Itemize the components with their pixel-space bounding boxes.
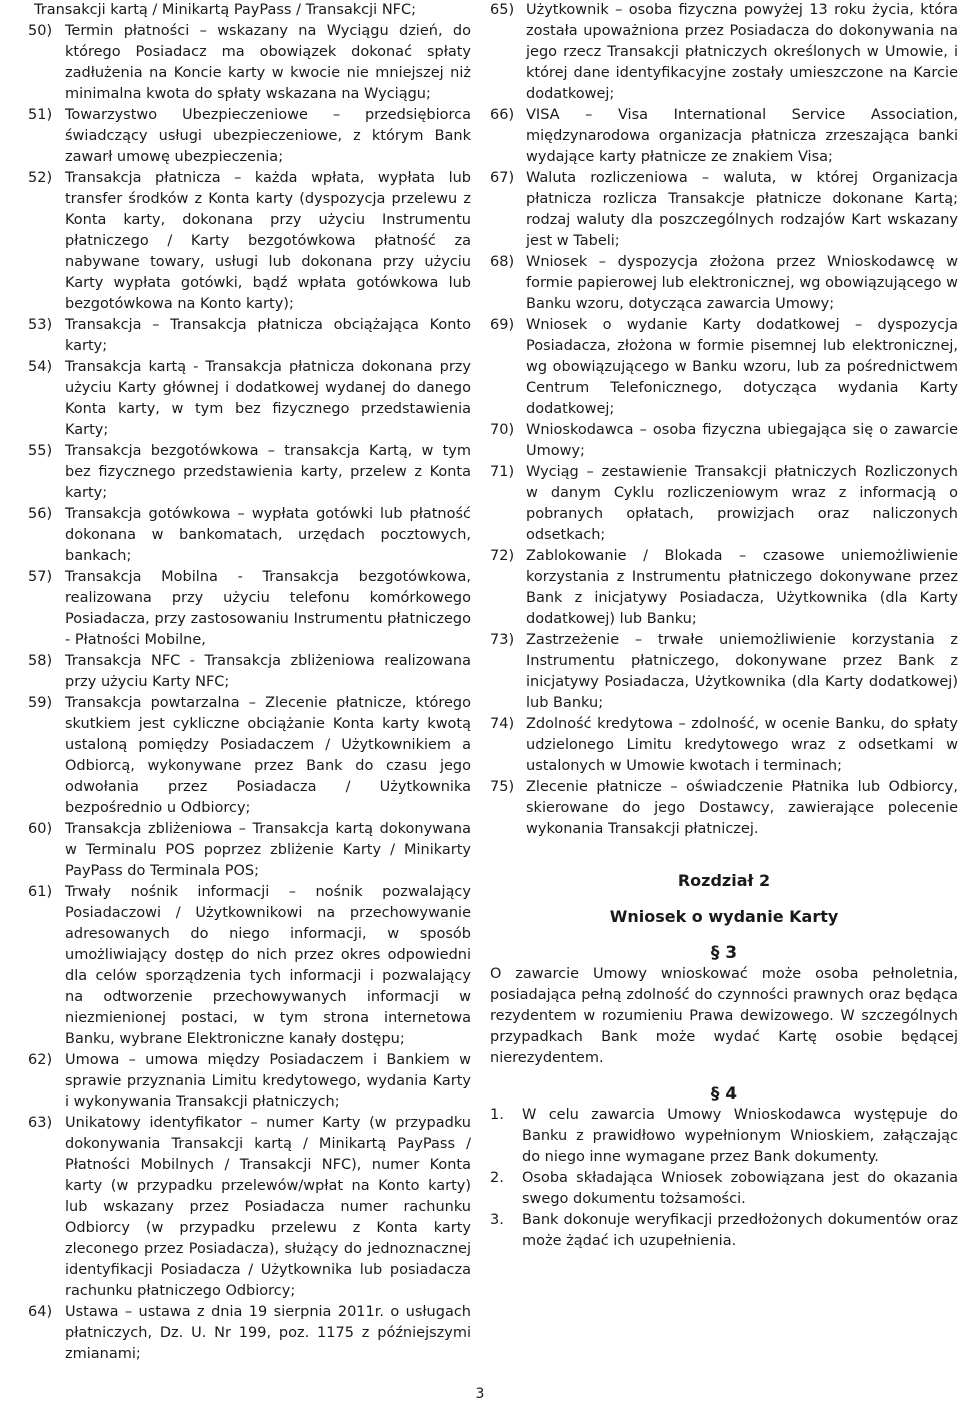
definition-item-text: Użytkownik – osoba fizyczna powyżej 13 roku życia, która została upoważniona przez Posiadacza do dokonywania na jego rzecz Transakcji płatniczych określonych w Umowie, i której dane identyfikacyjne zostały umieszczone na Karcie dodatkowej; <box>526 2 958 102</box>
definition-item-number: 50) <box>28 23 53 39</box>
definition-item <box>28 441 471 504</box>
definition-item-number: 65) <box>490 2 515 18</box>
definition-item <box>490 105 958 168</box>
definition-item <box>28 168 471 315</box>
section-4-item-number: 1. <box>490 1107 504 1123</box>
definition-item <box>28 1050 471 1113</box>
definition-item-number: 61) <box>28 884 53 900</box>
definition-item <box>490 462 958 546</box>
section-4-item <box>490 1105 958 1168</box>
definition-item-number: 60) <box>28 821 53 837</box>
definition-item-text: Transakcja NFC - Transakcja zbliżeniowa realizowana przy użyciu Karty NFC; <box>65 653 471 690</box>
definition-item-text: VISA – Visa International Service Association, międzynarodowa organizacja płatnicza zrzeszająca banki wydające karty płatnicze ze znakiem Visa; <box>526 107 958 165</box>
definition-item-number: 69) <box>490 317 515 333</box>
definition-item-text: Transakcja kartą - Transakcja płatnicza dokonana przy użyciu Karty głównej i dodatkowej wydanej do danego Konta karty, w tym bez fizycznego przedstawienia Karty; <box>65 359 471 438</box>
definition-item <box>490 0 958 105</box>
lead-text: Transakcji kartą / Minikartą PayPass / Transakcji NFC; <box>34 2 417 18</box>
definition-item-number: 73) <box>490 632 515 648</box>
definition-item-number: 62) <box>28 1052 53 1068</box>
section-3-text: O zawarcie Umowy wnioskować może osoba pełnoletnia, posiadająca pełną zdolność do czynności prawnych oraz będąca rezydentem w rozumieniu Prawa dewizowego. W szczególnych przypadkach Bank może wydać Kartę osobie będącej nierezydentem. <box>490 966 958 1066</box>
definition-item-number: 74) <box>490 716 515 732</box>
chapter-subtitle: Wniosek o wydanie Karty <box>609 907 839 926</box>
definition-item-number: 54) <box>28 359 53 375</box>
page-number: 3 <box>475 1386 485 1402</box>
definition-item-text: Umowa – umowa między Posiadaczem i Bankiem w sprawie przyznania Limitu kredytowego, wydania Karty i wykonywania Transakcji płatniczych; <box>65 1052 471 1110</box>
left-column <box>28 0 471 1365</box>
definition-item-number: 52) <box>28 170 53 186</box>
definition-item-number: 75) <box>490 779 515 795</box>
definition-item-text: Transakcja – Transakcja płatnicza obciążająca Konto karty; <box>65 317 471 354</box>
chapter-title: Rozdział 2 <box>677 871 771 890</box>
section-4-item <box>490 1210 958 1252</box>
definition-item <box>490 420 958 462</box>
definition-item <box>28 357 471 441</box>
definition-item-text: Wniosek – dyspozycja złożona przez Wnioskodawcę w formie papierowej lub elektronicznej, wg obowiązującego w Banku wzoru, dotycząca zawarcia Umowy; <box>526 254 958 312</box>
definition-item-text: Transakcja płatnicza – każda wpłata, wypłata lub transfer środków z Konta karty (dyspozycja przelewu z Konta karty, dokonana przy użyciu Instrumentu płatniczego / Karty bezgotówkowa płatność za nabywane towary, usługi lub dokonana przy użyciu Karty wypłata gotówki, bądź wpłata gotówkowa lub bezgotówkowa na Konto karty); <box>65 170 471 312</box>
definition-item-text: Wyciąg – zestawienie Transakcji płatniczych Rozliczonych w danym Cyklu rozliczeniowym wraz z informacją o pobranych opłatach, prowizjach oraz naliczonych odsetkach; <box>526 464 958 543</box>
definition-item-text: Zastrzeżenie – trwałe uniemożliwienie korzystania z Instrumentu płatniczego, dokonywane przez Bank z inicjatywy Posiadacza, Użytkownika (dla Karty dodatkowej) lub Banku; <box>526 632 958 711</box>
definition-item-text: Waluta rozliczeniowa – waluta, w której Organizacja płatnicza rozlicza Transakcje płatnicze dokonane Kartą; rodzaj waluty dla poszczególnych rodzajów Kart wskazany jest w Tabeli; <box>526 170 958 249</box>
definition-item-text: Trwały nośnik informacji – nośnik pozwalający Posiadaczowi / Użytkownikowi na przechowywanie adresowanych do niego informacji, w sposób umożliwiający dostęp do nich przez okres odpowiedni dla celów sporządzenia tych informacji i pozwalający na odtworzenie przechowywanych informacji w niezmienionej postaci, w tym strona internetowa Banku, wybrane Elektroniczne kanały dostępu; <box>65 884 471 1047</box>
definition-item-number: 63) <box>28 1115 53 1131</box>
definition-item <box>28 651 471 693</box>
section-4-list <box>490 1105 958 1252</box>
section-4-item-text: Osoba składająca Wniosek zobowiązana jest do okazania swego dokumentu tożsamości. <box>522 1170 958 1207</box>
definition-item-number: 57) <box>28 569 53 585</box>
definition-item <box>28 1302 471 1365</box>
definition-item <box>28 693 471 819</box>
definition-item-number: 55) <box>28 443 53 459</box>
definition-item <box>490 630 958 714</box>
definition-item-text: Transakcja zbliżeniowa – Transakcja kartą dokonywana w Terminalu POS poprzez zbliżenie Karty / Minikarty PayPass do Terminala POS; <box>65 821 471 879</box>
section-mark-4: § 4 <box>710 1084 738 1104</box>
definition-item-text: Transakcja bezgotówkowa – transakcja Kartą, w tym bez fizycznego przedstawienia karty, przelew z Konta karty; <box>65 443 471 501</box>
right-column <box>490 0 958 1252</box>
definition-item <box>490 546 958 630</box>
definition-item <box>490 252 958 315</box>
definition-item <box>28 1113 471 1302</box>
definition-item-text: Termin płatności – wskazany na Wyciągu dzień, do którego Posiadacz ma obowiązek dokonać spłaty zadłużenia na Koncie karty w kwocie nie mniejszej niż minimalna kwota do spłaty wskazana na Wyciągu; <box>65 23 471 102</box>
section-mark-3: § 3 <box>710 943 738 963</box>
definition-item <box>490 714 958 777</box>
definition-item <box>490 168 958 252</box>
definition-item-text: Unikatowy identyfikator – numer Karty (w przypadku dokonywania Transakcji kartą / Minikartą PayPass / Płatności Mobilnych / Transakcji NFC), numer Konta karty (w przypadku przelewów/wpłat na Konto karty) lub wskazany przez Posiadacza numer rachunku Odbiorcy (w przypadku przelewu z Konta karty zleconego przez Posiadacza), służący do jednoznacznej identyfikacji Posiadacza / Użytkownika lub posiadacza rachunku płatniczego Odbiorcy; <box>65 1115 471 1299</box>
definition-item-number: 67) <box>490 170 515 186</box>
definition-item-number: 58) <box>28 653 53 669</box>
definition-item-number: 51) <box>28 107 53 123</box>
definition-item-text: Zlecenie płatnicze – oświadczenie Płatnika lub Odbiorcy, skierowane do jego Dostawcy, zawierające polecenie wykonania Transakcji płatniczej. <box>526 779 958 837</box>
definitions-list-left <box>28 21 471 1365</box>
definition-item-number: 66) <box>490 107 515 123</box>
section-4-item-number: 2. <box>490 1170 504 1186</box>
definition-item-text: Zablokowanie / Blokada – czasowe uniemożliwienie korzystania z Instrumentu płatniczego dokonywane przez Bank z inicjatywy Posiadacza, Użytkownika (dla Karty dodatkowej) lub Banku; <box>526 548 958 627</box>
definition-item-text: Transakcja Mobilna - Transakcja bezgotówkowa, realizowana przy użyciu telefonu komórkowego Posiadacza, przy zastosowaniu Instrumentu płatniczego - Płatności Mobilne, <box>65 569 471 648</box>
definition-item-text: Towarzystwo Ubezpieczeniowe – przedsiębiorca świadczący usługi ubezpieczeniowe, z którym Bank zawarł umowę ubezpieczenia; <box>65 107 471 165</box>
definition-item <box>490 777 958 840</box>
section-4-item-text: W celu zawarcia Umowy Wnioskodawca występuje do Banku z prawidłowo wypełnionym Wnioskiem, załączając do niego inne wymagane przez Bank dokumenty. <box>522 1107 958 1165</box>
definition-item-number: 59) <box>28 695 53 711</box>
definition-item <box>28 882 471 1050</box>
definition-item-number: 53) <box>28 317 53 333</box>
definition-item-number: 71) <box>490 464 515 480</box>
definition-item <box>28 819 471 882</box>
definition-item <box>28 315 471 357</box>
definition-item <box>28 504 471 567</box>
section-4-item <box>490 1168 958 1210</box>
definition-item <box>28 105 471 168</box>
definition-item-text: Transakcja gotówkowa – wypłata gotówki lub płatność dokonana w bankomatach, urzędach pocztowych, bankach; <box>65 506 471 564</box>
definition-item-number: 56) <box>28 506 53 522</box>
definition-item-text: Transakcja powtarzalna – Zlecenie płatnicze, którego skutkiem jest cykliczne obciążanie Konta karty kwotą ustaloną pomiędzy Posiadaczem / Użytkownikiem a Odbiorcą, wykonywane przez Bank do czasu jego odwołania przez Posiadacza / Użytkownika bezpośrednio u Odbiorcy; <box>65 695 471 816</box>
definition-item <box>490 315 958 420</box>
definition-item-number: 64) <box>28 1304 53 1320</box>
section-4-item-text: Bank dokonuje weryfikacji przedłożonych dokumentów oraz może żądać ich uzupełnienia. <box>522 1212 958 1249</box>
definition-item-text: Zdolność kredytowa – zdolność, w ocenie Banku, do spłaty udzielonego Limitu kredytowego wraz z odsetkami w ustalonych w Umowie kwotach i terminach; <box>526 716 958 774</box>
definition-item-text: Ustawa – ustawa z dnia 19 sierpnia 2011r. o usługach płatniczych, Dz. U. Nr 199, poz. 1175 z późniejszymi zmianami; <box>65 1304 471 1362</box>
definition-item <box>28 21 471 105</box>
definition-item-number: 70) <box>490 422 515 438</box>
section-4-item-number: 3. <box>490 1212 504 1228</box>
definitions-list-right <box>490 0 958 840</box>
definition-item-text: Wnioskodawca – osoba fizyczna ubiegająca się o zawarcie Umowy; <box>526 422 958 459</box>
definition-item-number: 68) <box>490 254 515 270</box>
definition-item-text: Wniosek o wydanie Karty dodatkowej – dyspozycja Posiadacza, złożona w formie pisemnej lub elektronicznej, wg obowiązującego w Banku wzoru, lub za pośrednictwem Centrum Telefonicznego, dotycząca wydania Karty dodatkowej; <box>526 317 958 417</box>
definition-item <box>28 567 471 651</box>
definition-item-number: 72) <box>490 548 515 564</box>
